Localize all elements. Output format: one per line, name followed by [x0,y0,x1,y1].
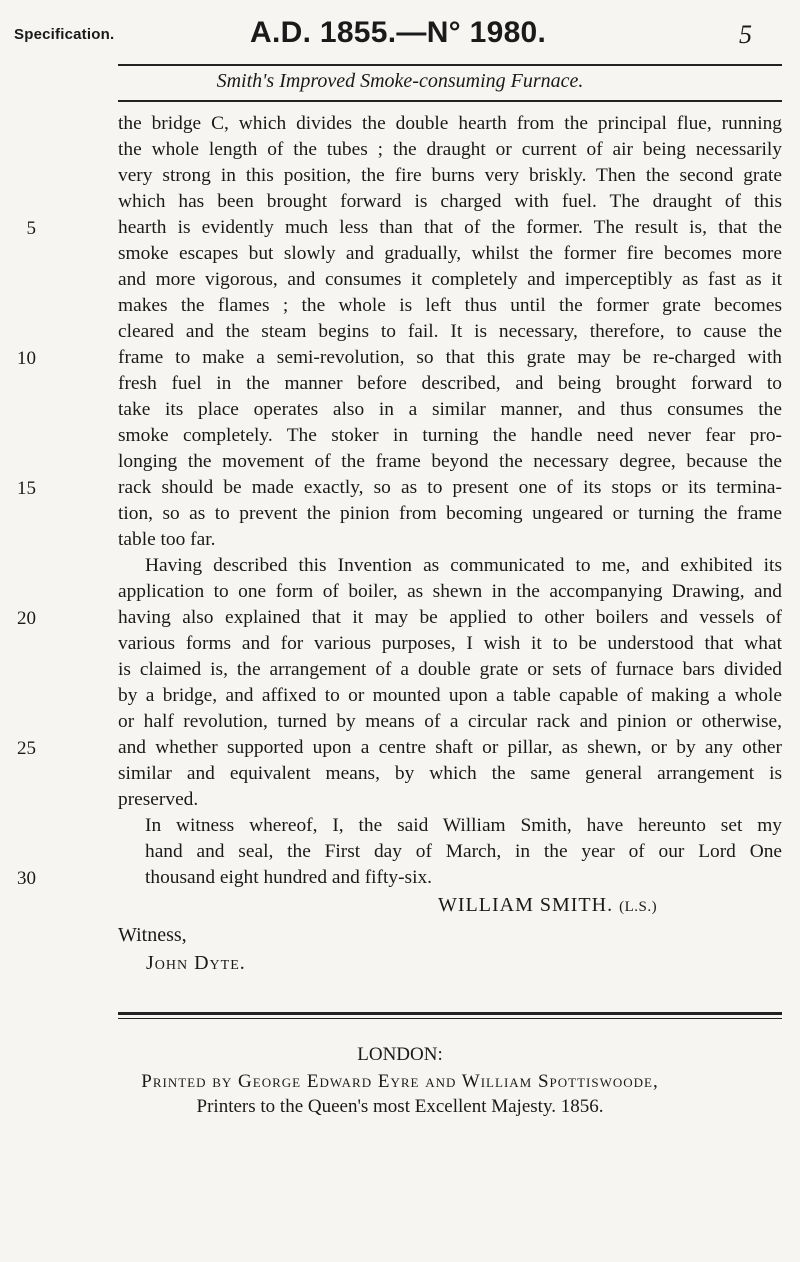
footer-rule-thin [118,1018,782,1019]
line-number: 25 [17,738,36,759]
body-line: preserved. [118,789,199,810]
body-line: or half revolution, turned by means of a circular rack and pinion or otherwise, [118,711,782,732]
body-line: and whether supported upon a centre shaft or pillar, as shewn, or by any other [118,737,782,758]
body-line: which has been brought forward is charged with fuel. The draught of this [118,191,782,212]
body-line: cleared and the steam begins to fail. It is necessary, therefore, to cause the [118,321,782,342]
witness-name: John Dyte. [146,952,246,974]
body-line: rack should be made exactly, so as to present one of its stops or its termina- [118,477,782,498]
line-number: 10 [17,348,36,369]
line-number: 20 [17,608,36,629]
witness-label: Witness, [118,924,187,946]
body-line: is claimed is, the arrangement of a double grate or sets of furnace bars divided [118,659,782,680]
body-line: smoke completely. The stoker in turning the handle need never fear pro- [118,425,782,446]
header-rule-top [118,64,782,66]
body-line: having also explained that it may be applied to other boilers and vessels of [118,607,782,628]
signature-name: WILLIAM SMITH. [438,894,614,916]
seal-mark: (L.S.) [619,899,658,915]
body-line: very strong in this position, the fire burns very briskly. Then the second grate [118,165,782,186]
body-line: the bridge C, which divides the double hearth from the principal flue, running [118,113,782,134]
footer-printer-line [0,1071,800,1093]
page-title: A.D. 1855.—N° 1980. [250,16,547,49]
body-line: In witness whereof, I, the said William Smith, have hereunto set my [145,815,782,836]
body-line: hand and seal, the First day of March, in the year of our Lord One [145,841,782,862]
footer-rule-thick [118,1012,782,1015]
body-line: table too far. [118,529,216,550]
body-line: application to one form of boiler, as shewn in the accompanying Drawing, and [118,581,782,602]
line-number: 15 [17,478,36,499]
body-line: and more vigorous, and consumes it completely and imperceptibly as fast as it [118,269,782,290]
footer-majesty-line: Printers to the Queen's most Excellent Majesty. 1856. [196,1096,604,1117]
body-line: various forms and for various purposes, I wish it to be understood that what [118,633,782,654]
page-number: 5 [739,20,752,49]
header-rule-bottom [118,100,782,102]
body-line: hearth is evidently much less than that of the former. The result is, that the [118,217,782,238]
body-line: thousand eight hundred and fifty-six. [145,867,433,888]
subtitle: Smith's Improved Smoke-consuming Furnace. [216,70,584,92]
signature [438,894,657,917]
body-line: makes the flames ; the whole is left thus until the former grate becomes [118,295,782,316]
line-number: 30 [17,868,36,889]
body-line: by a bridge, and affixed to or mounted upon a table capable of making a whole [118,685,782,706]
body-line: tion, so as to prevent the pinion from becoming ungeared or turning the frame [118,503,782,524]
body-line: longing the movement of the frame beyond the necessary degree, because the [118,451,782,472]
printer-names: Printed by George Edward Eyre and William Spottiswoode, [141,1071,659,1092]
body-line: take its place operates also in a similar manner, and thus consumes the [118,399,782,420]
specification-label: Specification. [14,26,115,43]
line-number: 5 [26,218,36,239]
body-line: smoke escapes but slowly and gradually, whilst the former fire becomes more [118,243,782,264]
body-line: similar and equivalent means, by which the same general arrangement is [118,763,782,784]
footer-city: LONDON: [357,1044,443,1065]
body-line: the whole length of the tubes ; the draught or current of air being necessarily [118,139,782,160]
body-line: fresh fuel in the manner before described, and being brought forward to [118,373,782,394]
body-line: frame to make a semi-revolution, so that this grate may be re-charged with [118,347,782,368]
body-line: Having described this Invention as communicated to me, and exhibited its [145,555,782,576]
